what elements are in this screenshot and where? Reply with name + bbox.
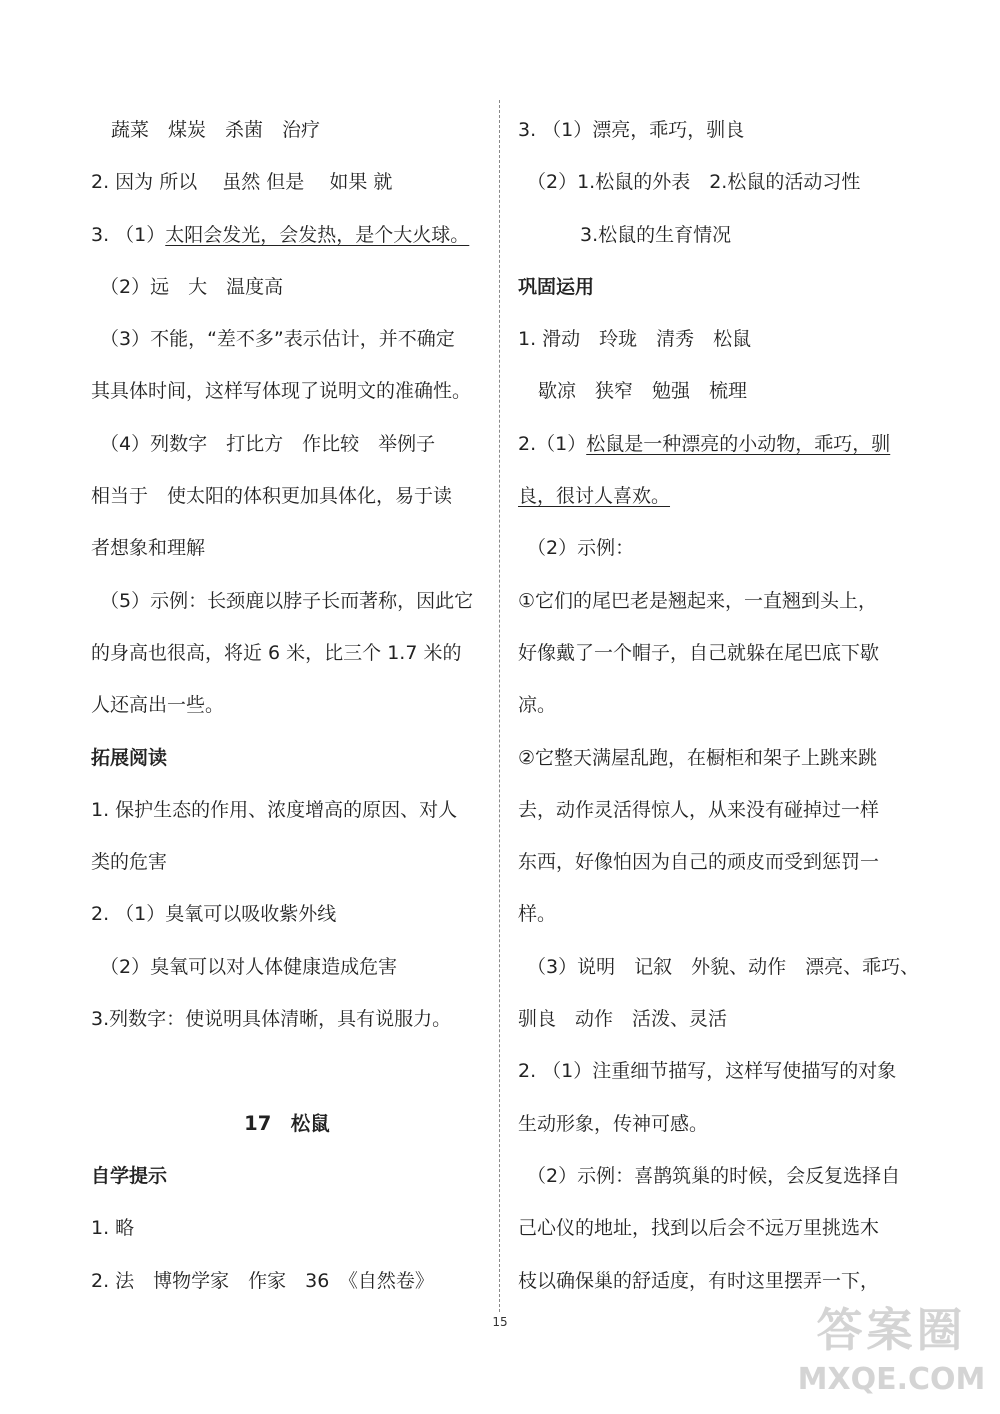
answer-line [91,836,483,888]
answer-line [518,1202,910,1254]
line-text: 相当于 使太阳的体积更加具体化，易于读 [91,485,453,508]
site-watermark-logo [789,1300,994,1410]
answer-line [518,941,920,993]
watermark-logo-url: MXQE.COM [797,1362,986,1397]
answer-line [518,365,910,417]
answer-line [518,1098,910,1150]
line-text: 凉。 [518,694,557,717]
answer-line [518,784,910,836]
line-text: 蔬菜 煤炭 杀菌 治疗 [111,119,321,141]
answer-line [91,679,483,731]
line-text: （2）臭氧可以对人体健康造成危害 [100,955,398,978]
line-text: 好像戴了一个帽子，自己就躲在尾巴底下歇 [518,641,880,664]
answer-line [91,993,483,1045]
line-text: （2）示例： [527,537,635,560]
answer-line [91,941,483,993]
line-text: 歇凉 狭窄 勉强 梳理 [538,380,748,403]
answer-line [91,627,483,679]
answer-line [91,1202,483,1254]
right-column [518,104,920,1307]
section-heading [518,261,910,313]
line-text: 自学提示 [91,1164,168,1187]
line-text: ②它整天满屋乱跑，在橱柜和架子上跳来跳 [518,746,878,769]
line-text: 巩固运用 [518,275,595,298]
underlined-answer: 太阳会发光，会发热，是个大火球。 [165,223,470,246]
section-heading [91,1150,483,1202]
line-text: 1. 略 [91,1217,135,1240]
answer-line [91,261,483,313]
section-heading [91,732,483,784]
line-text: 3. （1）漂亮，乖巧，驯良 [518,119,745,141]
watermark-logo-top: 答案圈 [816,1303,967,1357]
line-text: 类的危害 [91,851,168,874]
line-text: 生动形象，传神可感。 [518,1112,709,1135]
column-divider [499,100,500,1312]
answer-line [91,784,483,836]
line-text: 者想象和理解 [91,537,206,560]
underlined-answer: 良，很讨人喜欢。 [518,485,671,508]
answer-line [518,732,910,784]
line-text: 其具体时间，这样写体现了说明文的准确性。 [91,380,472,403]
line-text: 枝以确保巢的舒适度，有时这里摆弄一下， [518,1269,880,1292]
line-text: （2）远 大 温度高 [100,275,284,298]
answer-line [518,575,910,627]
line-text: （5）示例：长颈鹿以脖子长而著称，因此它 [100,589,474,612]
page-number: 15 [492,1315,508,1329]
line-text: （3）说明 记叙 外貌、动作 漂亮、乖巧、 [527,955,920,978]
line-text: （2）1.松鼠的外表 2.松鼠的活动习性 [527,171,861,194]
answer-line [518,627,910,679]
line-text: 己心仪的地址，找到以后会不远万里挑选木 [518,1217,880,1240]
line-text: 去，动作灵活得惊人，从来没有碰掉过一样 [518,798,880,821]
answer-line [91,888,483,940]
line-text: （4）列数字 打比方 作比较 举例子 [100,432,436,455]
answer-line [518,679,910,731]
answer-line [518,1255,910,1307]
line-text: 3.列数字：使说明具体清晰，具有说服力。 [91,1008,452,1031]
answer-line [518,209,910,261]
lesson-title [91,1098,483,1150]
answer-line [91,575,483,627]
answer-line [91,313,483,365]
line-text: 1. 保护生态的作用、浓度增高的原因、对人 [91,798,458,821]
answer-line [518,156,910,208]
line-text: 驯良 动作 活泼、灵活 [518,1008,728,1031]
answer-line [518,993,910,1045]
answer-line [91,104,483,156]
line-text: 2. （1）臭氧可以吸收紫外线 [91,903,337,926]
line-text: 3. （1） [91,223,166,246]
left-column [91,104,483,1307]
answer-line [518,470,910,522]
answer-line [91,365,483,417]
underlined-answer: 松鼠是一种漂亮的小动物，乖巧，驯 [586,432,891,455]
line-text: （3）不能，“差不多”表示估计，并不确定 [100,328,455,351]
answer-line [518,418,910,470]
answer-line [91,522,483,574]
line-text: 2. （1）注重细节描写，这样写使描写的对象 [518,1060,897,1083]
answer-line [518,1045,910,1097]
answer-line [91,470,483,522]
line-text: ①它们的尾巴老是翘起来，一直翘到头上， [518,589,878,612]
answer-line [91,209,483,261]
line-text: 拓展阅读 [91,746,168,769]
answer-line [91,418,483,470]
line-text: 东西，好像怕因为自己的顽皮而受到惩罚一 [518,851,880,874]
answer-line [91,1045,483,1097]
answer-line [518,1150,910,1202]
answer-line [518,836,910,888]
answer-line [518,313,910,365]
line-text: 人还高出一些。 [91,694,225,717]
line-text: 样。 [518,903,557,926]
answer-line [91,156,483,208]
line-text: 2.（1） [518,432,587,455]
line-text: 2. 法 博物学家 作家 36 《自然卷》 [91,1269,434,1292]
answer-line [518,104,910,156]
line-text: 17 松鼠 [244,1111,330,1135]
line-text: 1. 滑动 玲珑 清秀 松鼠 [518,328,752,351]
line-text: 2. 因为 所以 虽然 但是 如果 就 [91,171,393,194]
answer-line [91,1255,483,1307]
answer-line [518,888,910,940]
line-text: 的身高也很高，将近 6 米，比三个 1.7 米的 [91,641,462,664]
line-text: 3.松鼠的生育情况 [580,223,732,246]
answer-line [518,522,910,574]
line-text: （2）示例：喜鹊筑巢的时候，会反复选择自 [527,1164,901,1187]
